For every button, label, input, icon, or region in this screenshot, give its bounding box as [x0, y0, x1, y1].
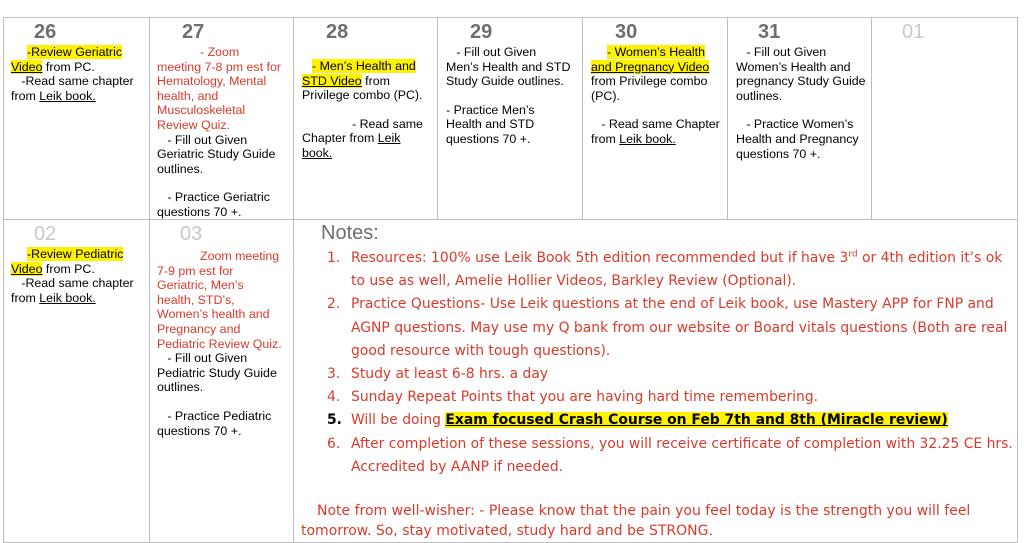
highlight-text: Video	[11, 261, 43, 276]
text: from Privilege combo	[591, 74, 708, 89]
zoom-text: meeting 7-8 pm est for	[157, 59, 281, 74]
text: - Practice Pediatric	[157, 408, 272, 423]
leik-book-link: Leik book.	[39, 88, 96, 103]
zoom-text: Geriatric, Men’s	[157, 278, 244, 293]
highlight-text: -Review Geriatric	[27, 45, 123, 59]
text: -Read same chapter	[11, 276, 134, 291]
day-cell-02	[4, 220, 150, 543]
zoom-text: Review Quiz.	[157, 117, 230, 132]
item-number: 5.	[327, 412, 342, 429]
day-notes	[302, 59, 433, 161]
day-number: 30	[615, 21, 638, 43]
day-number: 27	[182, 21, 205, 43]
text: - Practice Geriatric	[157, 190, 270, 205]
highlight-text: -Review Pediatric	[27, 247, 124, 261]
crash-course-highlight: Exam focused Crash Course on Feb 7th and 8th (Miracle review)	[445, 412, 948, 429]
zoom-text: Hematology, Mental	[157, 74, 267, 89]
text: Pediatric Study Guide	[157, 365, 277, 380]
item-text	[351, 409, 1017, 432]
item-text: After completion of these sessions, you will receive certificate of completion with 32.25 CE hrs. Accredited by AANP if needed.	[351, 435, 1013, 475]
text: from	[11, 88, 40, 103]
text: Privilege combo (PC).	[302, 88, 423, 103]
well-wisher-note: Note from well-wisher: - Please know that the pain you feel today is the strength you will feel tomorrow. So, stay motivated, study hard and be STRONG.	[301, 503, 971, 539]
zoom-text: Zoom meeting	[200, 249, 280, 263]
text: Will be doing	[351, 412, 446, 429]
day-notes	[591, 45, 723, 147]
day-cell-30	[583, 18, 728, 220]
zoom-text: health, and	[157, 88, 219, 103]
text: Health and STD	[446, 117, 535, 132]
day-notes	[157, 45, 289, 220]
text: - Read same Chapter	[591, 117, 720, 132]
text: from	[11, 290, 40, 305]
list-item	[327, 433, 1017, 479]
text: - Read same	[352, 116, 423, 131]
day-cell-26	[4, 18, 150, 220]
day-number: 29	[470, 21, 493, 43]
item-number: 4.	[327, 389, 341, 406]
text: (PC).	[591, 88, 620, 103]
text: - Practice Men’s	[446, 102, 535, 117]
day-cell-01	[872, 18, 1018, 220]
text: pregnancy Study Guide	[736, 74, 866, 89]
notes-title: Notes:	[321, 222, 379, 244]
day-number: 03	[180, 223, 203, 245]
zoom-text: Musculoskeletal	[157, 103, 246, 118]
item-text	[351, 247, 1017, 293]
leik-book-link: book.	[302, 145, 333, 160]
text: from PC.	[42, 261, 95, 276]
text: - Fill out Given	[157, 132, 248, 147]
item-number: 1.	[327, 250, 341, 266]
zoom-text: - Zoom	[200, 45, 240, 59]
item-text: Study at least 6-8 hrs. a day	[351, 366, 549, 383]
text: - Practice Women’s	[736, 117, 854, 132]
zoom-text: Pediatric Review Quiz.	[157, 336, 282, 351]
text: questions 70 +.	[157, 423, 242, 438]
day-notes	[11, 247, 145, 305]
text: Health and Pregnancy	[736, 131, 859, 146]
day-number: 02	[34, 223, 57, 245]
highlight-text: - Men’s Health and	[312, 59, 416, 73]
text: -Read same chapter	[11, 74, 134, 89]
list-item	[327, 386, 1017, 409]
day-number: 01	[902, 21, 925, 43]
text: Women’s Health and	[736, 59, 851, 74]
text: outlines.	[157, 161, 204, 176]
highlight-text: STD Video	[302, 73, 362, 88]
text: Men’s Health and STD	[446, 59, 571, 74]
text: outlines.	[157, 380, 204, 395]
list-item	[327, 363, 1017, 386]
leik-book-link: Leik book.	[619, 131, 676, 146]
zoom-text: Pregnancy and	[157, 321, 241, 336]
text: Study Guide outlines.	[446, 74, 564, 89]
day-number: 31	[758, 21, 781, 43]
day-notes	[157, 249, 289, 438]
superscript: rd	[848, 249, 858, 260]
item-number: 6.	[327, 435, 341, 452]
text: from	[361, 73, 390, 88]
text: from	[591, 131, 620, 146]
item-text: Sunday Repeat Points that you are having hard time remembering.	[351, 389, 819, 406]
day-number: 28	[326, 21, 349, 43]
day-notes	[446, 45, 578, 147]
text: questions 70 +.	[446, 131, 531, 146]
text: Resources: 100% use Leik Book 5th edition recommended but if have 3	[351, 250, 849, 266]
day-notes	[11, 45, 145, 103]
zoom-text: health, STD’s,	[157, 292, 235, 307]
text: from PC.	[42, 59, 95, 74]
highlight-text: - Women’s Health	[607, 45, 706, 59]
list-item	[327, 409, 1017, 432]
text: Chapter from	[302, 131, 378, 146]
day-cell-03	[150, 220, 294, 543]
item-number: 3.	[327, 366, 341, 383]
zoom-text: Women’s health and	[157, 307, 270, 322]
text: outlines.	[736, 88, 783, 103]
text: questions 70 +.	[157, 204, 242, 219]
leik-book-link: Leik book.	[39, 290, 96, 305]
item-text: Practice Questions- Use Leik questions at the end of Leik book, use Mastery APP for FNP and AGNP questions. May use my Q bank from our website or Board vitals questions (Both are real good resource with tough questions).	[351, 296, 1008, 359]
highlight-text: and Pregnancy Video	[591, 59, 710, 74]
zoom-text: 7-9 pm est for	[157, 263, 234, 278]
notes-list	[327, 247, 1017, 479]
item-number: 2.	[327, 296, 341, 313]
day-cell-28	[294, 18, 438, 220]
text: or 4th edition it’s ok to use as well, Amelie Hollier Videos, Barkley Review (Optional).	[351, 250, 1003, 290]
text: - Fill out Given	[446, 45, 537, 59]
day-notes	[736, 45, 867, 161]
text: - Fill out Given	[157, 351, 248, 366]
list-item	[327, 247, 1017, 293]
leik-book-link: Leik	[377, 131, 401, 146]
day-cell-31	[728, 18, 872, 220]
highlight-text: Video	[11, 59, 43, 74]
text: questions 70 +.	[736, 146, 821, 161]
text: - Fill out Given	[736, 45, 827, 59]
day-cell-29	[438, 18, 583, 220]
text: Geriatric Study Guide	[157, 147, 276, 162]
list-item	[327, 293, 1017, 363]
day-number: 26	[34, 21, 57, 43]
day-cell-27	[150, 18, 294, 220]
